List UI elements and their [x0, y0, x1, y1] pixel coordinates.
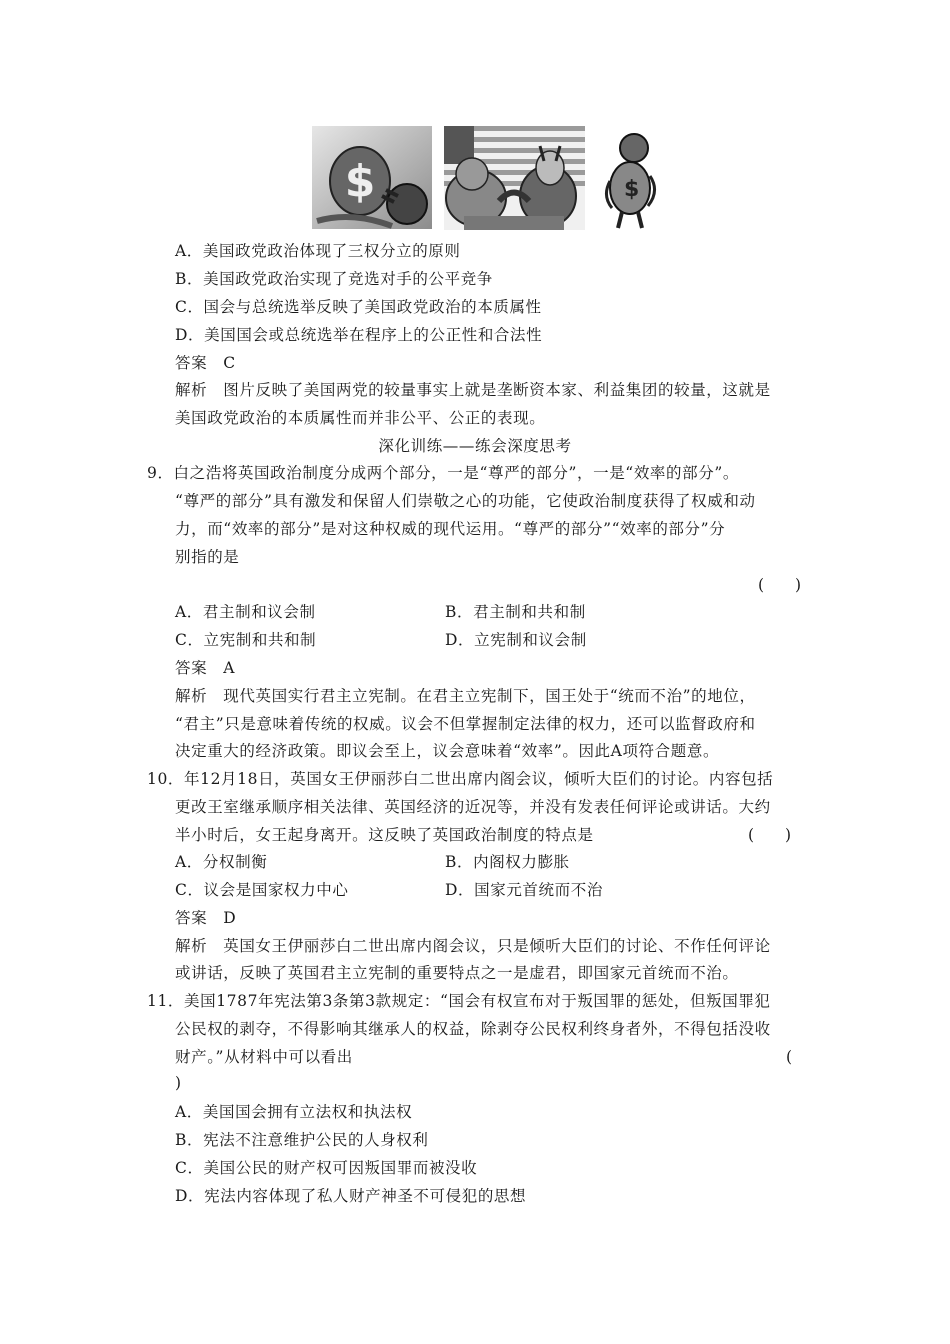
q10-option-c: C．议会是国家权力中心: [175, 881, 349, 899]
q11-paren-open: (: [786, 1048, 793, 1066]
q8-option-d: D．美国国会或总统选举在程序上的公正性和合法性: [175, 326, 543, 344]
q11-stem-line-2: 公民权的剥夺，不得影响其继承人的权益，除剥夺公民权利终身者外，不得包括没收: [175, 1020, 771, 1038]
q9-option-b: B．君主制和共和制: [445, 603, 586, 621]
q10-answer-paren: ( ): [748, 826, 792, 844]
q10-analysis-line-2: 或讲话，反映了英国君主立宪制的重要特点之一是虚君，即国家元首统而不治。: [175, 964, 739, 982]
section-title: 深化训练——练会深度思考: [378, 437, 572, 455]
cartoon-money-ball-image: [312, 126, 432, 229]
q8-option-c: C．国会与总统选举反映了美国政党政治的本质属性: [175, 298, 542, 316]
q9-stem-line-3: 力，而“效率的部分”是对这种权威的现代运用。“尊严的部分”“效率的部分”分: [175, 520, 726, 538]
svg-text:$: $: [344, 156, 376, 207]
q11-option-b: B．宪法不注意维护公民的人身权利: [175, 1131, 429, 1149]
q10-option-b: B．内阁权力膨胀: [445, 853, 570, 871]
q8-option-a: A．美国政党政治体现了三权分立的原则: [175, 242, 461, 260]
q10-option-d: D．国家元首统而不治: [445, 881, 603, 899]
q9-stem-line-4: 别指的是: [175, 548, 240, 566]
q9-analysis-line-2: “君主”只是意味着传统的权威。议会不但掌握制定法律的权力，还可以监督政府和: [175, 715, 756, 733]
q10-analysis-line-1: 解析 英国女王伊丽莎白二世出席内阁会议，只是倾听大臣们的讨论、不作任何评论: [175, 937, 771, 955]
q11-stem-line-1: 11．美国1787年宪法第3条第3款规定：“国会有权宣布对于叛国罪的惩处，但叛国罪犯: [147, 992, 771, 1010]
q11-option-c: C．美国公民的财产权可因叛国罪而被没收: [175, 1159, 478, 1177]
q11-option-a: A．美国国会拥有立法权和执法权: [175, 1103, 413, 1121]
q8-option-b: B．美国政党政治实现了竞选对手的公平竞争: [175, 270, 493, 288]
q10-stem-line-2: 更改王室继承顺序相关法律、英国经济的近况等，并没有发表任何评论或讲话。大约: [175, 798, 771, 816]
svg-text:$: $: [624, 177, 640, 202]
q10-stem-line-1: 10．年12月18日，英国女王伊丽莎白二世出席内阁会议，倾听大臣们的讨论。内容包括: [147, 770, 774, 788]
q11-option-d: D．宪法内容体现了私人财产神圣不可侵犯的思想: [175, 1187, 527, 1205]
q8-analysis-line-2: 美国政党政治的本质属性而并非公平、公正的表现。: [175, 409, 546, 427]
q10-option-a: A．分权制衡: [175, 853, 268, 871]
cartoon-figure-with-money-image: [600, 126, 662, 230]
q9-option-c: C．立宪制和共和制: [175, 631, 317, 649]
cartoon-elephant-donkey-armwrestle-image: [444, 126, 585, 230]
q8-answer: 答案 C: [175, 354, 236, 372]
q9-stem-line-2: “尊严的部分”具有激发和保留人们崇敬之心的功能，它使政治制度获得了权威和动: [175, 492, 756, 510]
q9-answer-paren: ( ): [758, 576, 802, 594]
q9-stem-line-1: 9．白之浩将英国政治制度分成两个部分，一是“尊严的部分”，一是“效率的部分”。: [147, 464, 739, 482]
q9-answer: 答案 A: [175, 659, 236, 677]
q9-analysis-line-1: 解析 现代英国实行君主立宪制。在君主立宪制下，国王处于“统而不治”的地位，: [175, 687, 756, 705]
q9-option-d: D．立宪制和议会制: [445, 631, 587, 649]
q10-stem-line-3: 半小时后，女王起身离开。这反映了英国政治制度的特点是: [175, 826, 594, 844]
q10-answer: 答案 D: [175, 909, 237, 927]
q9-analysis-line-3: 决定重大的经济政策。即议会至上，议会意味着“效率”。因此A项符合题意。: [175, 742, 720, 760]
q11-stem-line-3: 财产。”从材料中可以看出: [175, 1048, 353, 1066]
q9-option-a: A．君主制和议会制: [175, 603, 316, 621]
q8-analysis-line-1: 解析 图片反映了美国两党的较量事实上就是垄断资本家、利益集团的较量，这就是: [175, 381, 771, 399]
q11-paren-close: ): [175, 1074, 182, 1092]
